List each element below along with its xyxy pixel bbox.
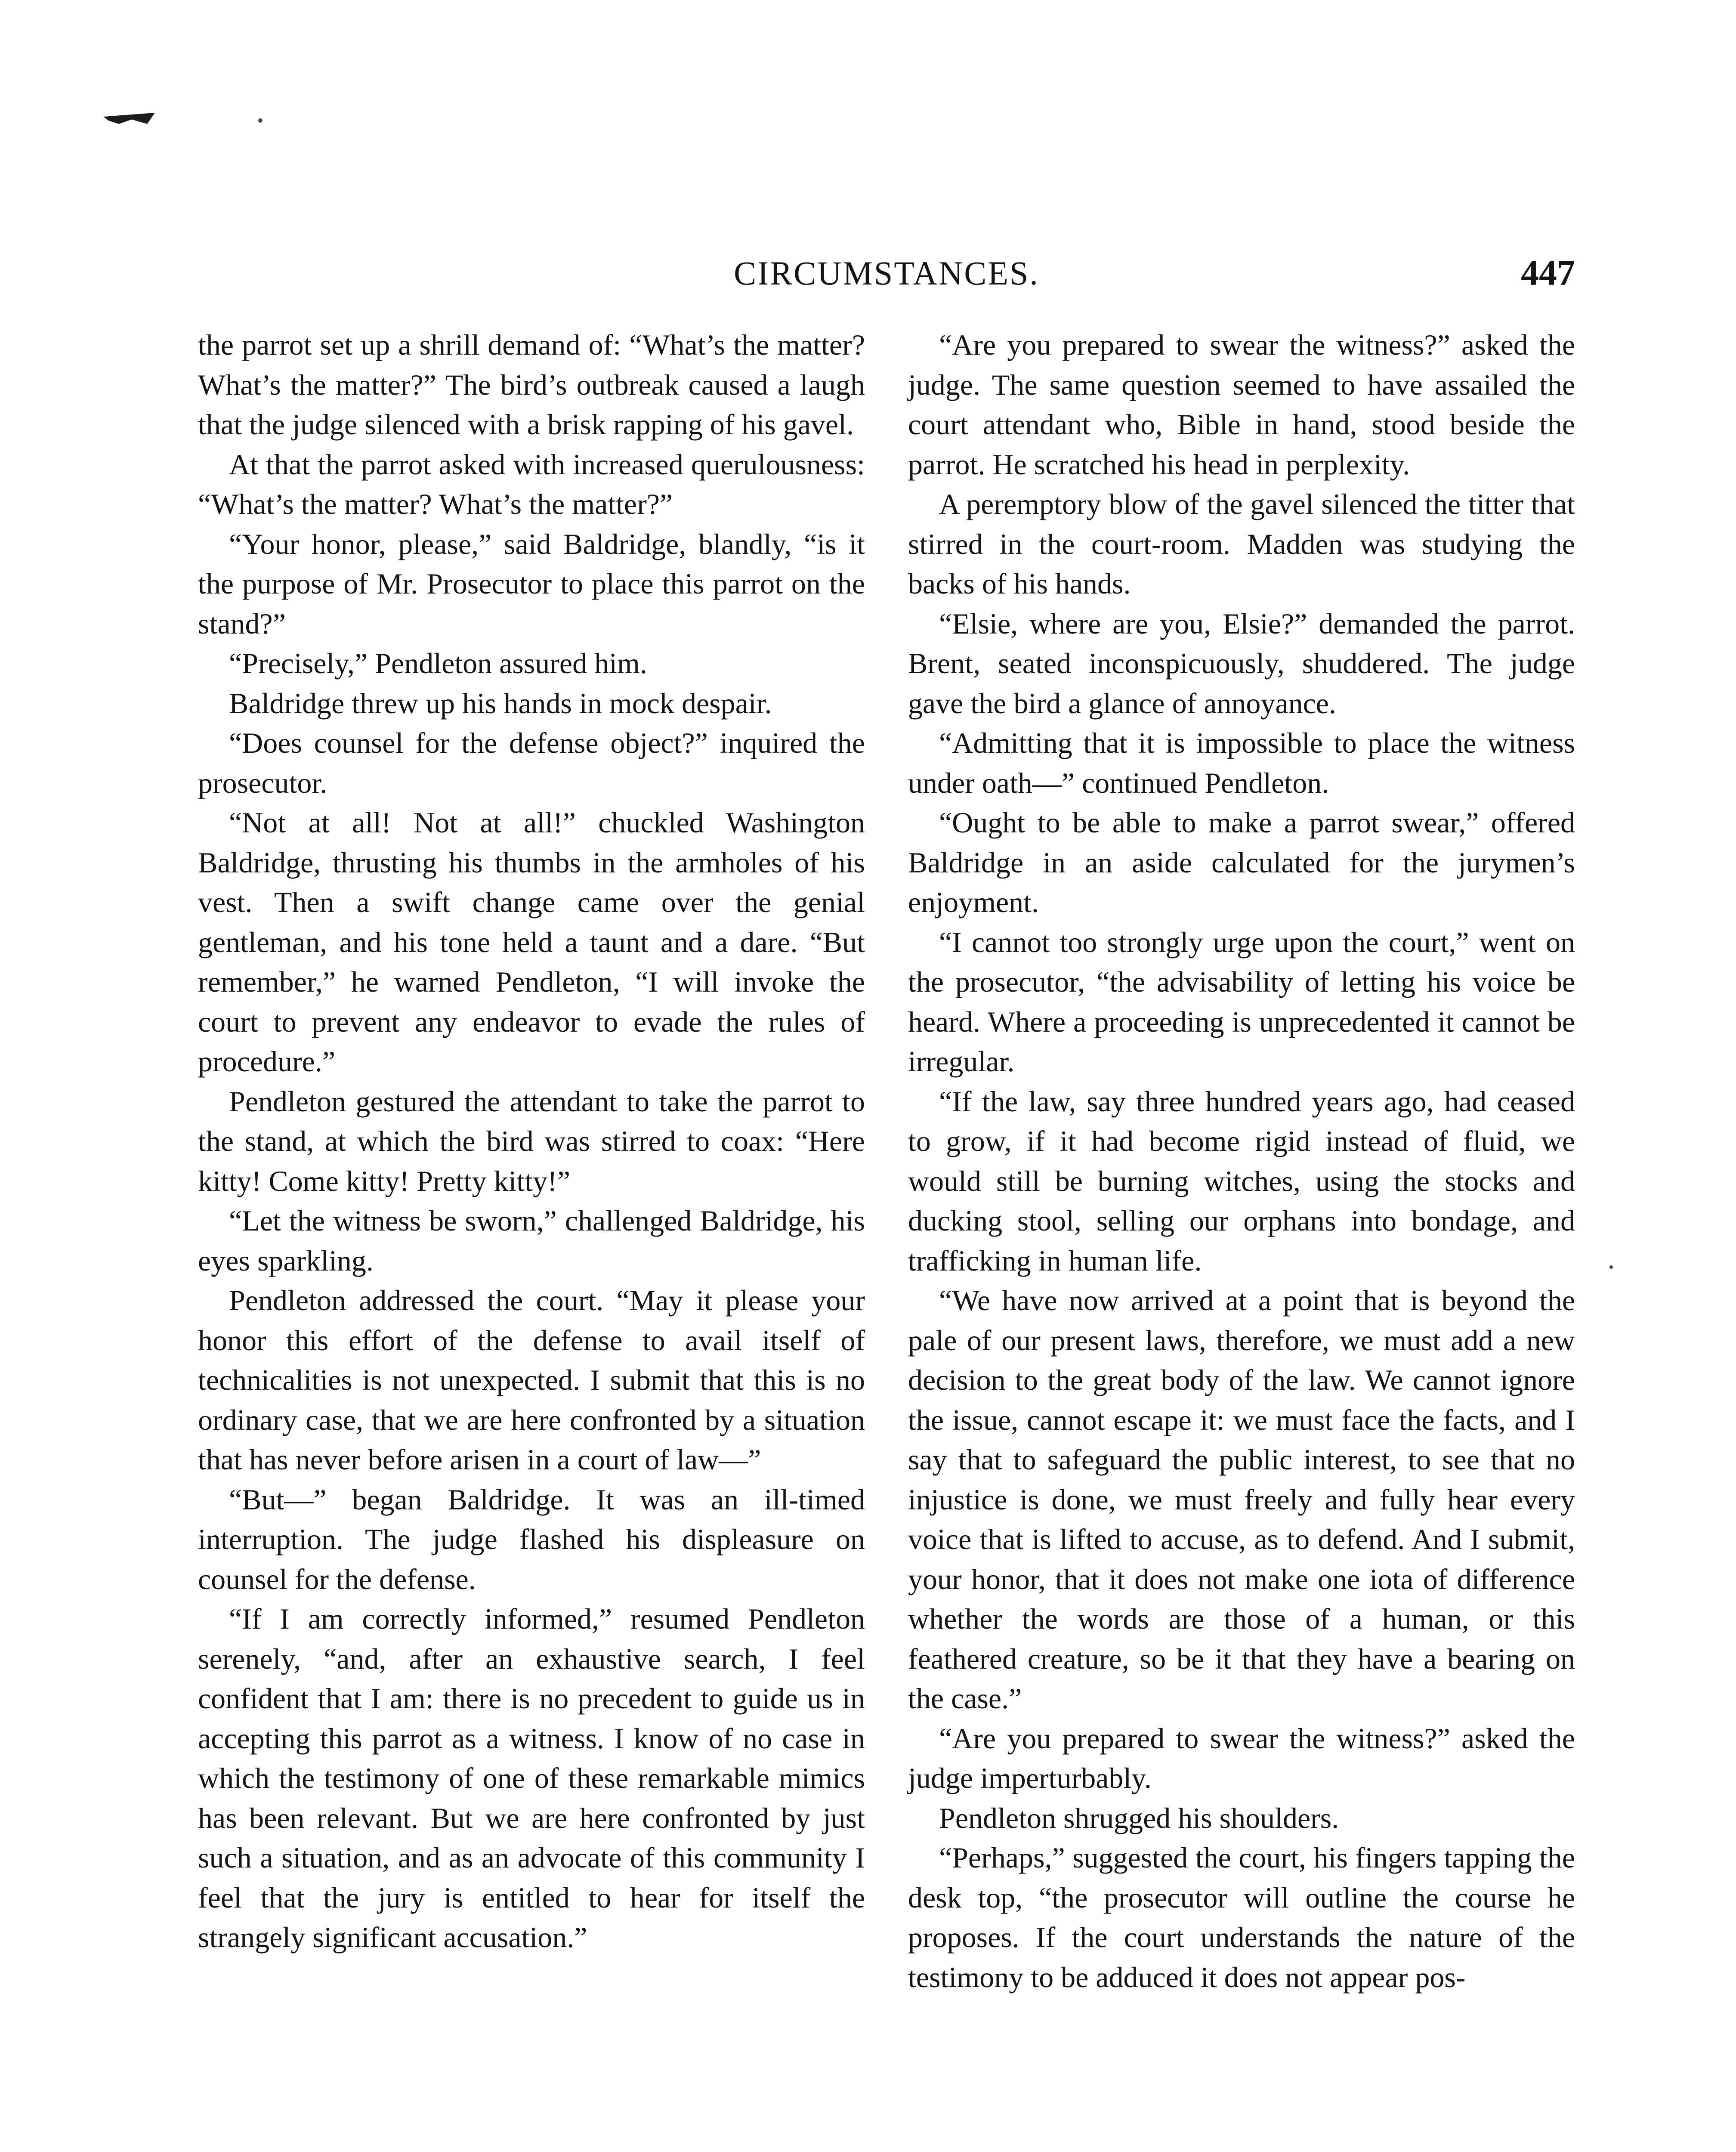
paragraph: A peremptory blow of the gavel silenced the titter that stirred in the court-room. Madden was studying the backs of his hands.: [908, 488, 1575, 600]
paragraph: “Your honor, please,” said Baldridge, blandly, “is it the purpose of Mr. Prosecutor to place this parrot on the stand?”: [198, 527, 865, 640]
ink-speck: [258, 118, 263, 123]
paragraph: “Are you prepared to swear the witness?” asked the judge. The same question seemed to have assailed the court attendant who, Bible in hand, stood beside the parrot. He scratched his head in perplexity.: [908, 328, 1575, 481]
paragraph: “But—” began Baldridge. It was an ill-timed interruption. The judge flashed his displeasure on counsel for the defense.: [198, 1483, 865, 1595]
paragraph: “If I am correctly informed,” resumed Pendleton serenely, “and, after an exhaustive search, I feel confident that I am: there is no precedent to guide us in accepting this parrot as a witness. I know of no case in which the testimony of one of these remarkable mimics has been relevant. But we are here confronted by just such a situation, and as an advocate of this community I feel that the jury is entitled to hear for itself the strangely significant accusation.”: [198, 1602, 865, 1954]
paragraph: “Does counsel for the defense object?” inquired the prosecutor.: [198, 727, 865, 799]
paragraph: “Elsie, where are you, Elsie?” demanded the parrot. Brent, seated inconspicuously, shuddered. The judge gave the bird a glance of annoyance.: [908, 607, 1575, 720]
paragraph: “If the law, say three hundred years ago, had ceased to grow, if it had become rigid instead of fluid, we would still be burning witches, using the stocks and ducking stool, selling our orphans into bondage, and trafficking in human life.: [908, 1085, 1575, 1277]
running-header: [198, 250, 1575, 297]
paragraph: “Admitting that it is impossible to place the witness under oath—” continued Pendleton.: [908, 727, 1575, 799]
paragraph: “Are you prepared to swear the witness?” asked the judge imperturbably.: [908, 1722, 1575, 1794]
left-text-column: [198, 325, 865, 1957]
ink-speck: [1609, 1265, 1613, 1269]
paragraph: “I cannot too strongly urge upon the court,” went on the prosecutor, “the advisability of letting his voice be heard. Where a proceeding is unprecedented it cannot be irregular.: [908, 925, 1575, 1078]
paragraph: “Perhaps,” suggested the court, his fingers tapping the desk top, “the prosecutor will outline the course he proposes. If the court understands the nature of the testimony to be adduced it does not appear pos-: [908, 1841, 1575, 1994]
paragraph: At that the parrot asked with increased querulousness: “What’s the matter? What’s the matter?”: [198, 448, 865, 520]
running-title: CIRCUMSTANCES.: [734, 254, 1039, 292]
paragraph: “Precisely,” Pendleton assured him.: [229, 647, 647, 680]
page-number: 447: [1521, 253, 1575, 293]
paragraph: the parrot set up a shrill demand of: “What’s the matter? What’s the matter?” The bird’s outbreak caused a laugh that the judge silenced with a brisk rapping of his gavel.: [198, 328, 865, 441]
paragraph: Pendleton addressed the court. “May it please your honor this effort of the defense to avail itself of technicalities is not unexpected. I submit that this is no ordinary case, that we are here confronted by a situation that has never before arisen in a court of law—”: [198, 1284, 865, 1476]
paragraph: “Let the witness be sworn,” challenged Baldridge, his eyes sparkling.: [198, 1204, 865, 1277]
paragraph: “We have now arrived at a point that is beyond the pale of our present laws, therefore, we must add a new decision to the great body of the law. We cannot ignore the issue, cannot escape it: we must face the facts, and I say that to safeguard the public interest, to see that no injustice is done, we must freely and fully hear every voice that is lifted to accuse, as to defend. And I submit, your honor, that it does not make one iota of difference whether the words are those of a human, or this feathered creature, so be it that they have a bearing on the case.”: [908, 1284, 1575, 1715]
paragraph: “Ought to be able to make a parrot swear,” offered Baldridge in an aside calculated for the jurymen’s enjoyment.: [908, 806, 1575, 918]
paragraph: “Not at all! Not at all!” chuckled Washington Baldridge, thrusting his thumbs in the armholes of his vest. Then a swift change came over the genial gentleman, and his tone held a taunt and a dare. “But remember,” he warned Pendleton, “I will invoke the court to prevent any endeavor to evade the rules of procedure.”: [198, 806, 865, 1078]
paragraph: Baldridge threw up his hands in mock despair.: [229, 686, 772, 720]
right-text-column: [908, 325, 1575, 1997]
paragraph: Pendleton shrugged his shoulders.: [939, 1801, 1339, 1834]
paragraph: Pendleton gestured the attendant to take the parrot to the stand, at which the bird was stirred to coax: “Here kitty! Come kitty! Pretty kitty!”: [198, 1085, 865, 1197]
ink-blot-mark: [103, 113, 155, 124]
